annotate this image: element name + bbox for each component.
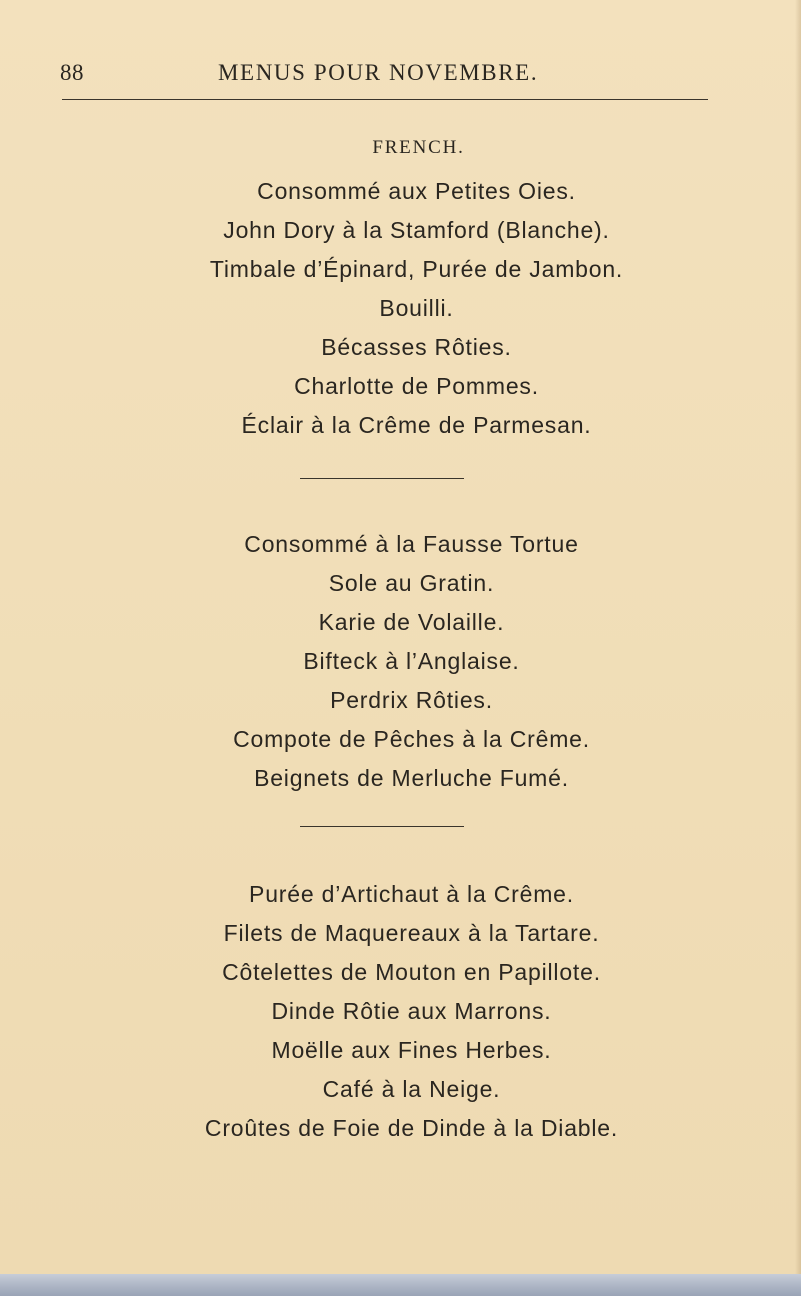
menu-item: Consommé aux Petites Oies. [257,178,576,204]
header-rule [62,99,708,100]
menu-item: Beignets de Merluche Fumé. [254,765,569,791]
page-number: 88 [60,60,84,85]
menu-item: Croûtes de Foie de Dinde à la Diable. [204,1115,619,1141]
menu-item: Compote de Pêches à la Crême. [233,726,590,752]
menu-item: Perdrix Rôties. [330,687,493,713]
menu-item: Filets de Maquereaux à la Tartare. [223,920,600,946]
menu-divider [300,478,464,479]
menu-3 [0,875,801,1148]
menu-item: Charlotte de Pommes. [294,373,539,399]
menu-item: Bécasses Rôties. [321,334,512,360]
menu-item: Bouilli. [379,295,454,321]
menu-divider [300,826,464,827]
scan-bottom-strip [0,1274,801,1296]
menu-item: Côtelettes de Mouton en Papillote. [222,959,601,985]
menu-item: Éclair à la Crême de Parmesan. [241,412,592,438]
menu-item: Timbale d’Épinard, Purée de Jambon. [209,256,624,282]
menu-item: Karie de Volaille. [318,609,505,635]
page-header [0,56,801,92]
running-title: MENUS POUR NOVEMBRE. [218,60,539,85]
menu-item: Dinde Rôtie aux Marrons. [271,998,552,1024]
section-label: FRENCH. [372,137,465,158]
menu-item: Consommé à la Fausse Tortue [244,531,579,557]
menu-item: Moëlle aux Fines Herbes. [271,1037,552,1063]
menu-2 [0,525,801,798]
page-edge-shadow [795,0,801,1296]
menu-item: Purée d’Artichaut à la Crême. [249,881,574,907]
menu-item: Sole au Gratin. [328,570,495,596]
menu-item: Café à la Neige. [322,1076,501,1102]
menu-item: John Dory à la Stamford (Blanche). [223,217,610,243]
menu-item: Bifteck à l’Anglaise. [303,648,520,674]
menu-1 [0,172,801,445]
